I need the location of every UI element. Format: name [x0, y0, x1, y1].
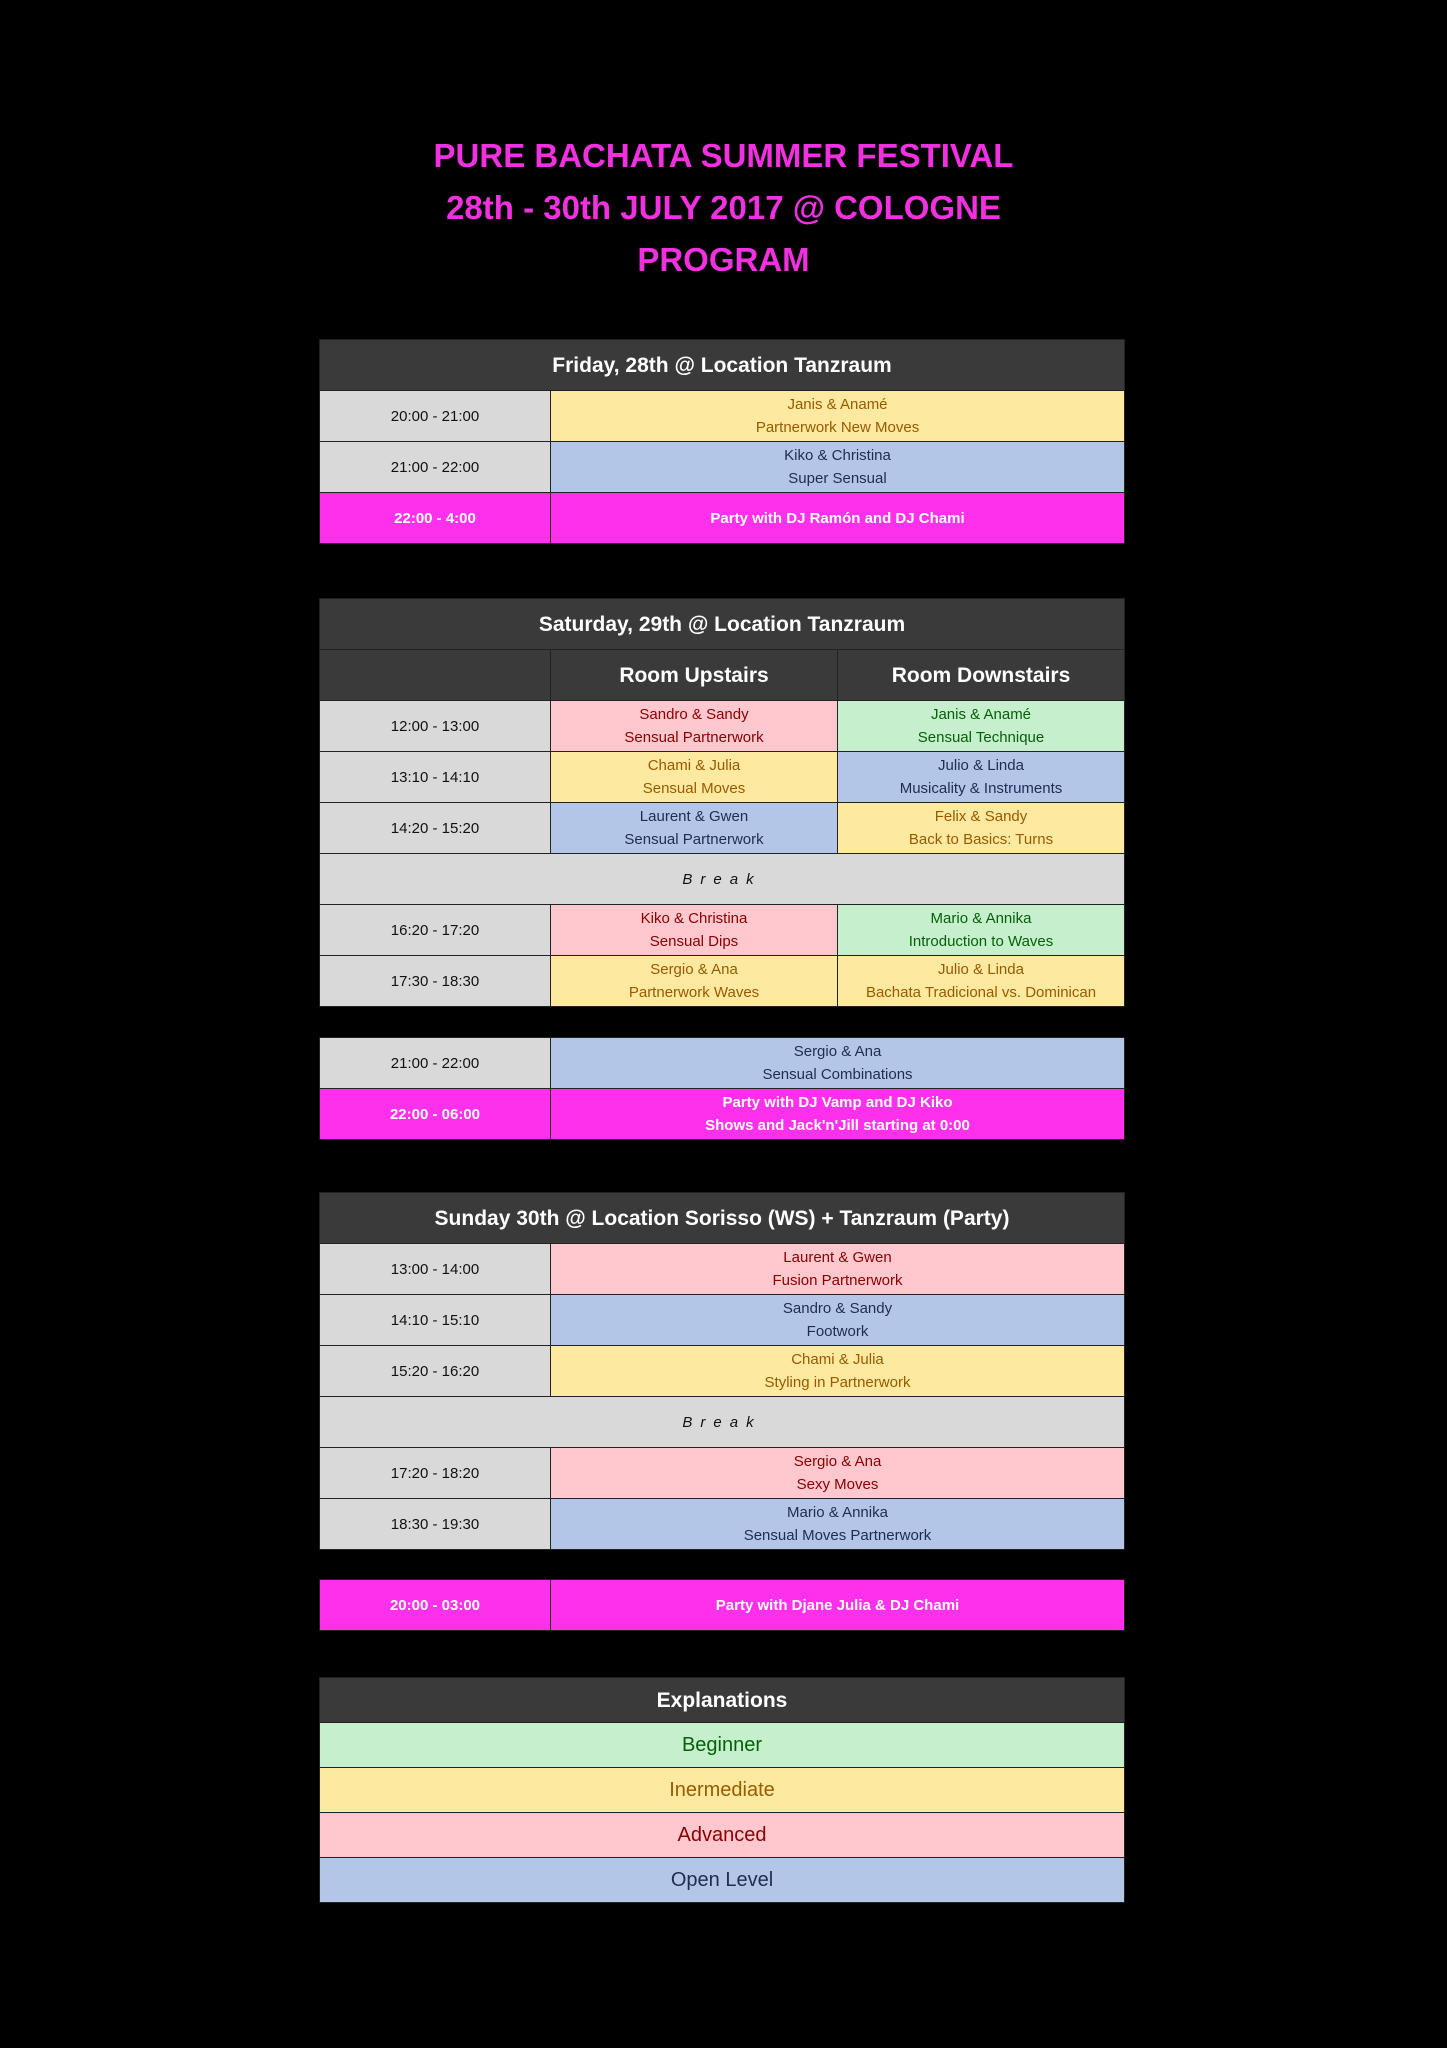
- festival-name: PURE BACHATA SUMMER FESTIVAL: [433, 137, 1014, 174]
- instructors: Sandro & Sandy: [639, 706, 749, 723]
- table-row: [320, 442, 1125, 493]
- sunday-schedule: [319, 1192, 1125, 1550]
- time-slot: 20:00 - 21:00: [320, 391, 551, 442]
- saturday-evening-schedule: [319, 1037, 1125, 1140]
- table-row: [320, 905, 1125, 956]
- party-cell: [551, 1089, 1125, 1140]
- workshop-cell: [551, 701, 838, 752]
- instructors: Sergio & Ana: [793, 1043, 882, 1060]
- workshop-title: Footwork: [806, 1323, 869, 1340]
- table-row: [320, 1580, 1125, 1631]
- saturday-header: Saturday, 29th @ Location Tanzraum: [320, 599, 1125, 650]
- workshop-cell: [838, 956, 1125, 1007]
- instructors: Janis & Anamé: [930, 706, 1032, 723]
- party-title: Party with DJ Vamp and DJ Kiko: [722, 1094, 953, 1111]
- time-slot: 22:00 - 06:00: [320, 1089, 551, 1140]
- sunday-party-schedule: [319, 1579, 1125, 1631]
- workshop-cell: [551, 442, 1125, 493]
- workshop-cell: [551, 1346, 1125, 1397]
- instructors: Chami & Julia: [791, 1351, 884, 1368]
- table-row: [320, 701, 1125, 752]
- table-row: [320, 803, 1125, 854]
- program-heading: PROGRAM: [637, 241, 810, 278]
- workshop-title: Styling in Partnerwork: [764, 1374, 911, 1391]
- legend-intermediate: Inermediate: [320, 1768, 1125, 1813]
- time-slot: 18:30 - 19:30: [320, 1499, 551, 1550]
- time-slot: 15:20 - 16:20: [320, 1346, 551, 1397]
- time-slot: 20:00 - 03:00: [320, 1580, 551, 1631]
- friday-schedule: [319, 339, 1125, 544]
- room-header-empty: [320, 650, 551, 701]
- legend-beginner: Beginner: [320, 1723, 1125, 1768]
- instructors: Mario & Annika: [930, 910, 1032, 927]
- instructors: Felix & Sandy: [934, 808, 1028, 825]
- workshop-cell: [838, 701, 1125, 752]
- workshop-cell: [551, 1499, 1125, 1550]
- workshop-cell: [551, 905, 838, 956]
- instructors: Kiko & Christina: [784, 447, 891, 464]
- workshop-cell: [551, 1038, 1125, 1089]
- workshop-cell: [551, 1448, 1125, 1499]
- workshop-title: Sensual Partnerwork: [624, 729, 764, 746]
- table-row: [320, 1499, 1125, 1550]
- table-row: [320, 1244, 1125, 1295]
- instructors: Mario & Annika: [787, 1504, 888, 1521]
- break-row: Break: [320, 1397, 1125, 1448]
- table-row: [320, 391, 1125, 442]
- workshop-cell: [838, 752, 1125, 803]
- break-row: Break: [320, 854, 1125, 905]
- workshop-cell: [551, 1295, 1125, 1346]
- sunday-header: Sunday 30th @ Location Sorisso (WS) + Tanzraum (Party): [320, 1193, 1125, 1244]
- saturday-schedule: [319, 598, 1125, 1007]
- room-downstairs-header: Room Downstairs: [838, 650, 1125, 701]
- workshop-title: Sensual Moves: [642, 780, 746, 797]
- workshop-title: Partnerwork New Moves: [755, 419, 920, 436]
- table-row: [320, 1448, 1125, 1499]
- party-cell: Party with Djane Julia & DJ Chami: [551, 1580, 1125, 1631]
- explanations-legend: [319, 1677, 1125, 1903]
- time-slot: 17:20 - 18:20: [320, 1448, 551, 1499]
- instructors: Laurent & Gwen: [639, 808, 749, 825]
- time-slot: 14:10 - 15:10: [320, 1295, 551, 1346]
- instructors: Sergio & Ana: [793, 1453, 882, 1470]
- workshop-title: Sensual Partnerwork: [624, 831, 764, 848]
- time-slot: 14:20 - 15:20: [320, 803, 551, 854]
- instructors: Kiko & Christina: [640, 910, 748, 927]
- festival-dates: 28th - 30th JULY 2017 @ COLOGNE: [446, 189, 1001, 226]
- legend-open-level: Open Level: [320, 1858, 1125, 1903]
- workshop-title: Fusion Partnerwork: [772, 1272, 903, 1289]
- time-slot: 13:00 - 14:00: [320, 1244, 551, 1295]
- table-row: [320, 1089, 1125, 1140]
- time-slot: 13:10 - 14:10: [320, 752, 551, 803]
- time-slot: 21:00 - 22:00: [320, 1038, 551, 1089]
- workshop-title: Super Sensual: [788, 470, 887, 487]
- workshop-cell: [551, 391, 1125, 442]
- instructors: Chami & Julia: [647, 757, 741, 774]
- workshop-title: Sexy Moves: [796, 1476, 879, 1493]
- workshop-cell: [551, 1244, 1125, 1295]
- workshop-cell: [551, 752, 838, 803]
- workshop-title: Sensual Combinations: [762, 1066, 913, 1083]
- instructors: Sandro & Sandy: [782, 1300, 893, 1317]
- instructors: Julio & Linda: [938, 961, 1024, 978]
- workshop-title: Bachata Tradicional vs. Dominican: [865, 984, 1097, 1001]
- workshop-title: Back to Basics: Turns: [908, 831, 1054, 848]
- time-slot: 21:00 - 22:00: [320, 442, 551, 493]
- workshop-title: Sensual Dips: [649, 933, 739, 950]
- workshop-title: Partnerwork Waves: [628, 984, 760, 1001]
- table-row: [320, 1295, 1125, 1346]
- time-slot: 17:30 - 18:30: [320, 956, 551, 1007]
- time-slot: 12:00 - 13:00: [320, 701, 551, 752]
- workshop-title: Sensual Moves Partnerwork: [743, 1527, 932, 1544]
- table-row: [320, 956, 1125, 1007]
- table-row: [320, 752, 1125, 803]
- workshop-cell: [838, 905, 1125, 956]
- workshop-cell: [551, 803, 838, 854]
- workshop-title: Musicality & Instruments: [899, 780, 1063, 797]
- table-row: [320, 1346, 1125, 1397]
- party-detail: Shows and Jack'n'Jill starting at 0:00: [705, 1117, 970, 1134]
- room-upstairs-header: Room Upstairs: [551, 650, 838, 701]
- party-cell: Party with DJ Ramón and DJ Chami: [551, 493, 1125, 544]
- friday-header: Friday, 28th @ Location Tanzraum: [320, 340, 1125, 391]
- instructors: Julio & Linda: [938, 757, 1024, 774]
- workshop-title: Sensual Technique: [917, 729, 1045, 746]
- legend-advanced: Advanced: [320, 1813, 1125, 1858]
- instructors: Sergio & Ana: [650, 961, 738, 978]
- time-slot: 16:20 - 17:20: [320, 905, 551, 956]
- table-row: [320, 1038, 1125, 1089]
- program-title: [0, 130, 1447, 286]
- instructors: Laurent & Gwen: [783, 1249, 892, 1266]
- table-row: [320, 493, 1125, 544]
- instructors: Janis & Anamé: [787, 396, 888, 413]
- time-slot: 22:00 - 4:00: [320, 493, 551, 544]
- workshop-title: Introduction to Waves: [908, 933, 1054, 950]
- workshop-cell: [551, 956, 838, 1007]
- workshop-cell: [838, 803, 1125, 854]
- explanations-header: Explanations: [320, 1678, 1125, 1723]
